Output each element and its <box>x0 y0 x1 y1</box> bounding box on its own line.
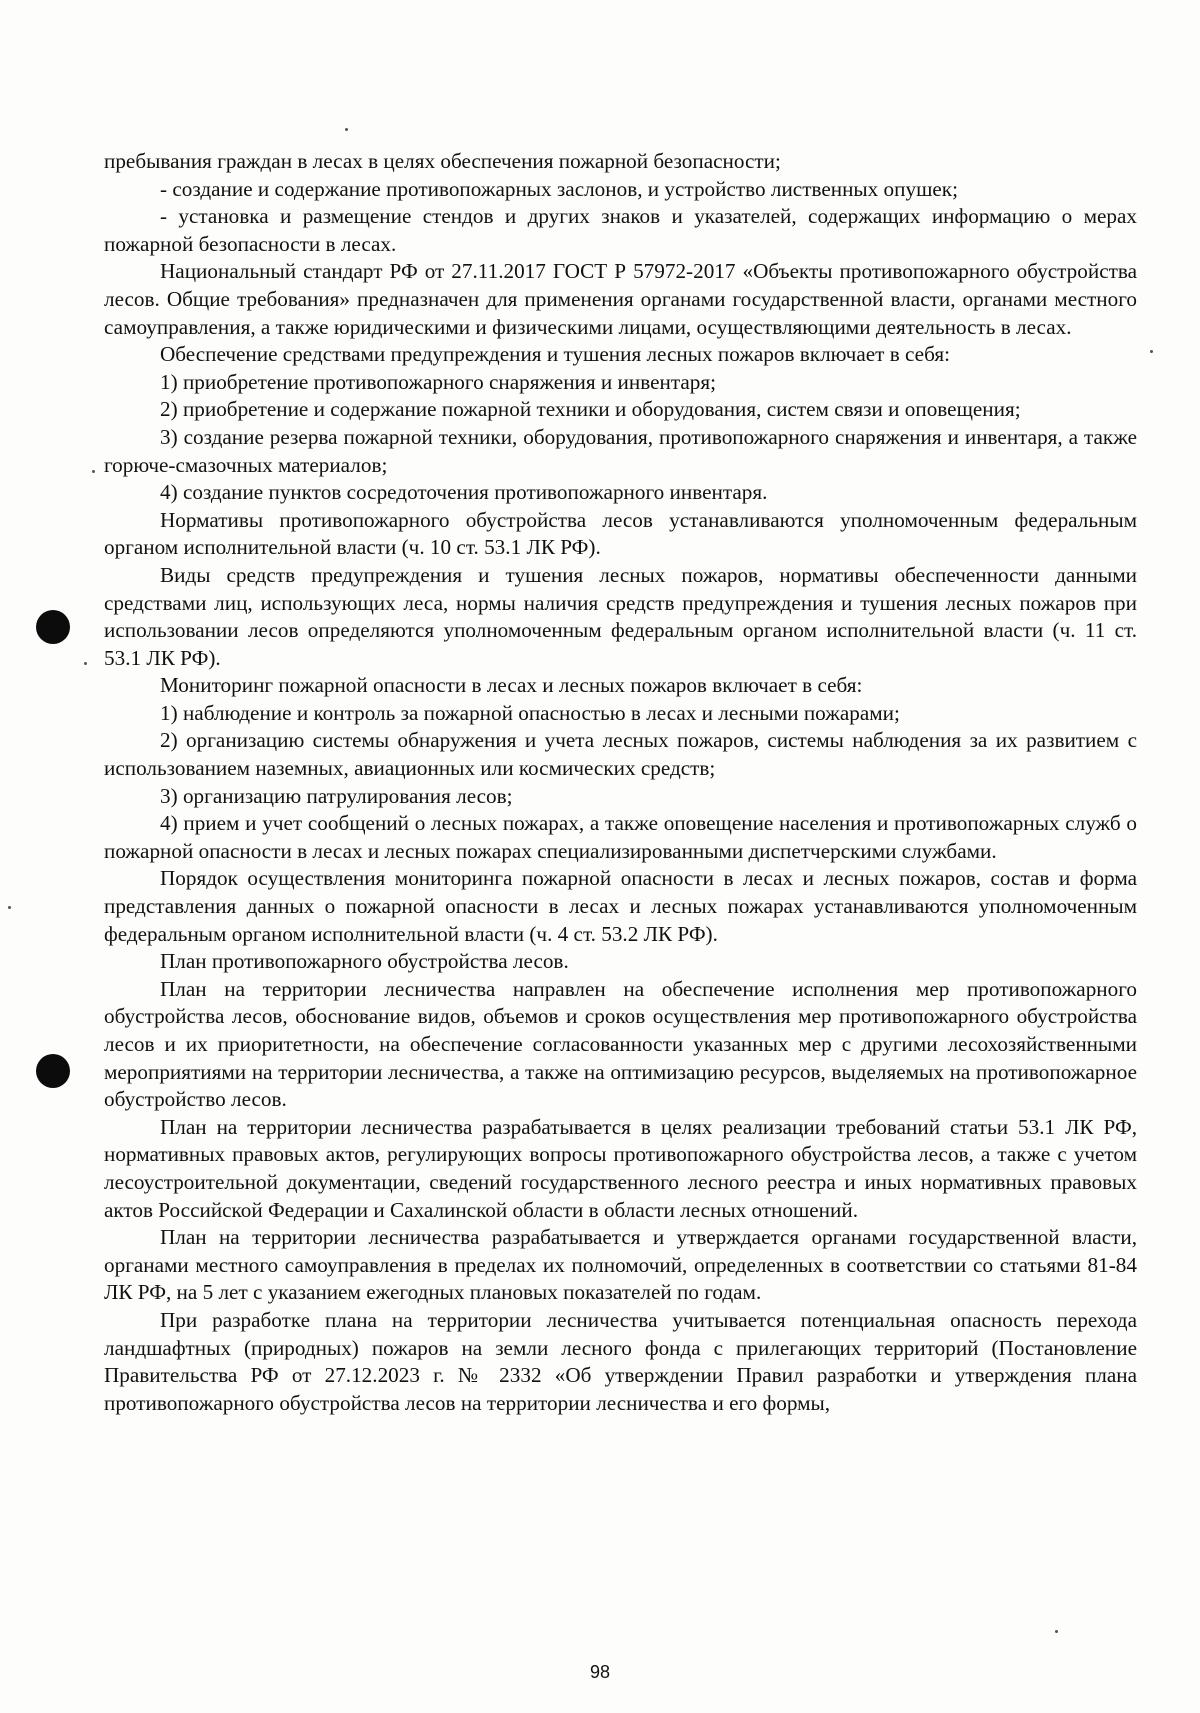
paragraph: - установка и размещение стендов и других знаков и указателей, содержащих информацию о мерах пожарной безопасности в лесах. <box>104 204 1137 256</box>
scan-speck <box>1150 350 1153 353</box>
scan-speck <box>1055 1630 1058 1633</box>
list-item: 1) приобретение противопожарного снаряжения и инвентаря; <box>160 369 717 394</box>
punch-hole-top <box>36 610 70 644</box>
list-item: 1) наблюдение и контроль за пожарной опасностью в лесах и лесными пожарами; <box>160 700 900 725</box>
page-number: 98 <box>589 1662 611 1682</box>
paragraph: Национальный стандарт РФ от 27.11.2017 ГОСТ Р 57972-2017 «Объекты противопожарного обустройства лесов. Общие требования» предназначен для применения органами государственной власти, органами местного самоуправления, а также юридическими и физическими лицами, осуществляющими деятельность в лесах. <box>104 259 1137 339</box>
list-item: 3) создание резерва пожарной техники, оборудования, противопожарного снаряжения и инвентаря, а также горюче-смазочных материалов; <box>104 424 1137 477</box>
list-item: 3) организацию патрулирования лесов; <box>160 783 513 808</box>
scan-speck <box>345 128 348 131</box>
scan-speck <box>92 470 95 473</box>
paragraph: - создание и содержание противопожарных заслонов, и устройство лиственных опушек; <box>160 176 958 201</box>
paragraph: пребывания граждан в лесах в целях обеспечения пожарной безопасности; <box>104 149 781 173</box>
list-item: 4) прием и учет сообщений о лесных пожарах, а также оповещение населения и противопожарных служб о пожарной опасности в лесах и лесных пожарах специализированными диспетчерскими службами. <box>104 811 1137 863</box>
paragraph: План на территории лесничества направлен на обеспечение исполнения мер противопожарного обустройства лесов, обоснование видов, объемов и сроков осуществления мер противопожарного обустройства лесов и их приоритетности, на обеспечение согласованности указанных мер с другими лесохозяйственными мероприятиями на территории лесничества, а также на оптимизацию ресурсов, выделяемых на противопожарное обустройство лесов. <box>104 976 1137 1112</box>
paragraph: Виды средств предупреждения и тушения лесных пожаров, нормативы обеспеченности данными средствами лиц, использующих леса, нормы наличия средств предупреждения и тушения лесных пожаров при использовании лесов определяются уполномоченным федеральным органом исполнительной власти (ч. 11 ст. 53.1 ЛК РФ). <box>104 562 1137 670</box>
paragraph: Нормативы противопожарного обустройства лесов устанавливаются уполномоченным федеральным органом исполнительной власти (ч. 10 ст. 53.1 ЛК РФ). <box>104 507 1137 560</box>
punch-hole-bottom <box>36 1054 70 1088</box>
list-item: 2) приобретение и содержание пожарной техники и оборудования, систем связи и оповещения; <box>160 397 1021 422</box>
paragraph: План на территории лесничества разрабатывается и утверждается органами государственной власти, органами местного самоуправления в пределах их полномочий, определенных в соответствии со статьями 81-84 ЛК РФ, на 5 лет с указанием ежегодных плановых показателей по годам. <box>104 1225 1137 1305</box>
paragraph: План на территории лесничества разрабатывается в целях реализации требований статьи 53.1 ЛК РФ, нормативных правовых актов, регулирующих вопросы противопожарного обустройства лесов, а также с учетом лесоустроительной документации, сведений государственного лесного реестра и иных нормативных правовых актов Российской Федерации и Сахалинской области в области лесных отношений. <box>104 1114 1137 1222</box>
list-item: 2) организацию системы обнаружения и учета лесных пожаров, системы наблюдения за их развитием с использованием наземных, авиационных или космических средств; <box>104 728 1137 781</box>
scan-speck <box>84 662 87 665</box>
section-heading: План противопожарного обустройства лесов. <box>160 949 569 974</box>
paragraph: Мониторинг пожарной опасности в лесах и лесных пожаров включает в себя: <box>160 673 863 698</box>
paragraph: Порядок осуществления мониторинга пожарной опасности в лесах и лесных пожаров, состав и форма представления данных о пожарной опасности в лесах и лесных пожарах устанавливаются уполномоченным федеральным органом исполнительной власти (ч. 4 ст. 53.2 ЛК РФ). <box>104 866 1137 946</box>
scan-speck <box>8 906 11 909</box>
paragraph: Обеспечение средствами предупреждения и тушения лесных пожаров включает в себя: <box>160 342 950 367</box>
list-item: 4) создание пунктов сосредоточения противопожарного инвентаря. <box>160 480 768 505</box>
paragraph: При разработке плана на территории лесничества учитывается потенциальная опасность перехода ландшафтных (природных) пожаров на земли лесного фонда с прилегающих территорий (Постановление Правительства РФ от 27.12.2023 г. № 2332 «Об утверждении Правил разработки и утверждения плана противопожарного обустройства лесов на территории лесничества и его формы, <box>104 1307 1137 1415</box>
document-body <box>104 148 1137 1417</box>
